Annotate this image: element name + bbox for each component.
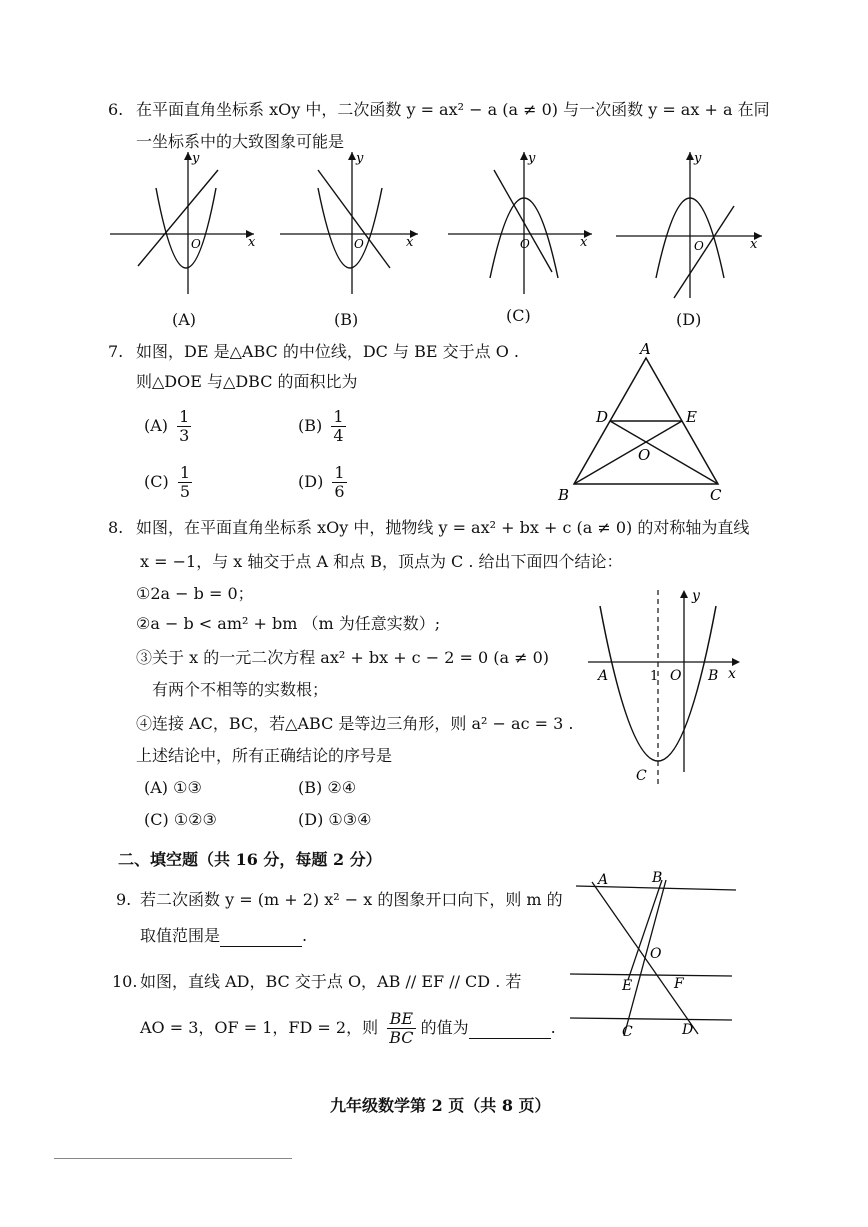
q8-text-line2: x = −1，与 x 轴交于点 A 和点 B，顶点为 C . 给出下面四个结论：	[140, 552, 623, 571]
q9-text-line2: 取值范围是 .	[140, 926, 308, 945]
q10-parallel-lines-figure	[562, 864, 740, 1044]
q8-conclusion-3: ③关于 x 的一元二次方程 ax² + bx + c − 2 = 0 (a ≠ 0)	[136, 648, 550, 667]
origin-label: O	[191, 237, 201, 251]
q10-answer-blank[interactable]	[469, 1018, 551, 1039]
point-a-label: A	[640, 340, 651, 358]
q6-graph-a-label: (A)	[172, 310, 197, 329]
point-e-label: E	[686, 408, 697, 426]
point-b-label: B	[652, 870, 663, 886]
q7-option-c: (C) $\frac{1}{5}$	[144, 463, 191, 501]
q9-number: 9.	[116, 890, 132, 909]
y-axis-arrow-icon	[348, 152, 356, 160]
y-label: y	[192, 151, 200, 166]
segment-be	[628, 880, 662, 980]
line	[674, 206, 734, 298]
point-a-label: A	[598, 668, 609, 684]
q8-conclusion-1: ①2a − b = 0；	[136, 584, 254, 603]
line-ef	[570, 974, 732, 976]
point-d-label: D	[596, 408, 609, 426]
q9-text-line1: 若二次函数 y = (m + 2) x² − x 的图象开口向下，则 m 的	[140, 890, 563, 909]
q8-option-c: (C) ①②③	[144, 810, 217, 829]
bottom-divider	[54, 1158, 292, 1159]
q7-number: 7.	[108, 342, 124, 361]
point-c-label: C	[636, 768, 647, 784]
point-c-label: C	[710, 486, 722, 504]
x-label: x	[248, 235, 256, 250]
q6-graph-b-label: (B)	[334, 310, 359, 329]
x-label: x	[750, 237, 758, 252]
x-axis-arrow-icon	[732, 658, 740, 666]
q8-conclusion-3b: 有两个不相等的实数根；	[152, 680, 329, 699]
point-d-label: D	[682, 1022, 694, 1038]
origin-label: O	[354, 237, 364, 251]
line	[318, 170, 390, 268]
q8-conclusion-2: ②a − b < am² + bm （m 为任意实数）;	[136, 614, 441, 633]
x-label: x	[728, 666, 736, 682]
q8-option-a: (A) ①③	[144, 778, 202, 797]
q6-text-line1: 在平面直角坐标系 xOy 中，二次函数 y = ax² − a (a ≠ 0) 与一次函数 y = ax + a 在同	[136, 100, 770, 119]
q8-option-d: (D) ①③④	[298, 810, 372, 829]
y-label: y	[692, 588, 700, 604]
q6-text-line2: 一坐标系中的大致图象可能是	[136, 132, 345, 151]
point-b-label: B	[708, 668, 719, 684]
q8-conclusion-4: ④连接 AC，BC，若△ABC 是等边三角形，则 a² − ac = 3 .	[136, 714, 574, 733]
point-o-label: O	[650, 946, 662, 962]
q7-triangle-figure	[550, 338, 740, 508]
q8-option-b: (B) ②④	[298, 778, 357, 797]
tick-label: 1	[650, 669, 659, 684]
q7-text-line1: 如图，DE 是△ABC 的中位线，DC 与 BE 交于点 O .	[136, 342, 519, 361]
q6-number: 6.	[108, 100, 124, 119]
q7-option-a: (A) $\frac{1}{3}$	[144, 407, 190, 445]
point-c-label: C	[622, 1024, 633, 1040]
line	[138, 170, 218, 266]
q8-question: 上述结论中，所有正确结论的序号是	[136, 746, 393, 765]
q6-graph-c-label: (C)	[506, 306, 531, 325]
q8-number: 8.	[108, 518, 124, 537]
segment-be	[574, 421, 682, 484]
page-footer: 九年级数学第 2 页（共 8 页）	[330, 1096, 551, 1115]
point-a-label: A	[598, 872, 609, 888]
q6-graph-d	[614, 148, 768, 308]
q10-number: 10.	[112, 972, 138, 991]
q8-text-line1: 如图，在平面直角坐标系 xOy 中，抛物线 y = ax² + bx + c (a ≠ 0) 的对称轴为直线	[136, 518, 750, 537]
origin-label: O	[670, 668, 682, 684]
y-axis-arrow-icon	[520, 152, 528, 160]
line-cd	[570, 1018, 732, 1020]
q6-graph-d-label: (D)	[676, 310, 702, 329]
parabola	[318, 188, 382, 268]
q10-fraction: $\frac{BE}{BC}$	[389, 1009, 414, 1047]
q9-answer-blank[interactable]	[220, 926, 302, 947]
parabola	[156, 188, 216, 268]
q8-parabola-figure	[584, 586, 748, 786]
section-heading: 二、填空题（共 16 分，每题 2 分）	[118, 850, 382, 869]
q10-text-line1: 如图，直线 AD，BC 交于点 O，AB // EF // CD . 若	[140, 972, 522, 991]
q10-text-line2: AO = 3，OF = 1，FD = 2，则 $\frac{BE}{BC}$ 的值为 .	[140, 1009, 556, 1047]
x-label: x	[406, 235, 414, 250]
q7-option-d: (D) $\frac{1}{6}$	[298, 463, 345, 501]
point-f-label: F	[674, 976, 684, 992]
origin-label: O	[694, 239, 704, 253]
q6-graph-c	[446, 148, 596, 298]
x-label: x	[580, 235, 588, 250]
y-label: y	[694, 151, 702, 166]
y-label: y	[528, 151, 536, 166]
point-e-label: E	[622, 978, 633, 994]
line	[494, 170, 552, 272]
q6-graph-b	[278, 148, 428, 298]
y-label: y	[356, 151, 364, 166]
segment-dc	[610, 421, 718, 484]
origin-label: O	[520, 237, 530, 251]
q6-graph-a	[108, 148, 258, 298]
point-o-label: O	[638, 446, 651, 464]
y-axis-arrow-icon	[686, 152, 694, 160]
y-axis-arrow-icon	[184, 152, 192, 160]
q7-option-b: (B) $\frac{1}{4}$	[298, 407, 344, 445]
point-b-label: B	[558, 486, 570, 504]
y-axis-arrow-icon	[680, 590, 688, 598]
q7-text-line2: 则△DOE 与△DBC 的面积比为	[136, 372, 358, 391]
